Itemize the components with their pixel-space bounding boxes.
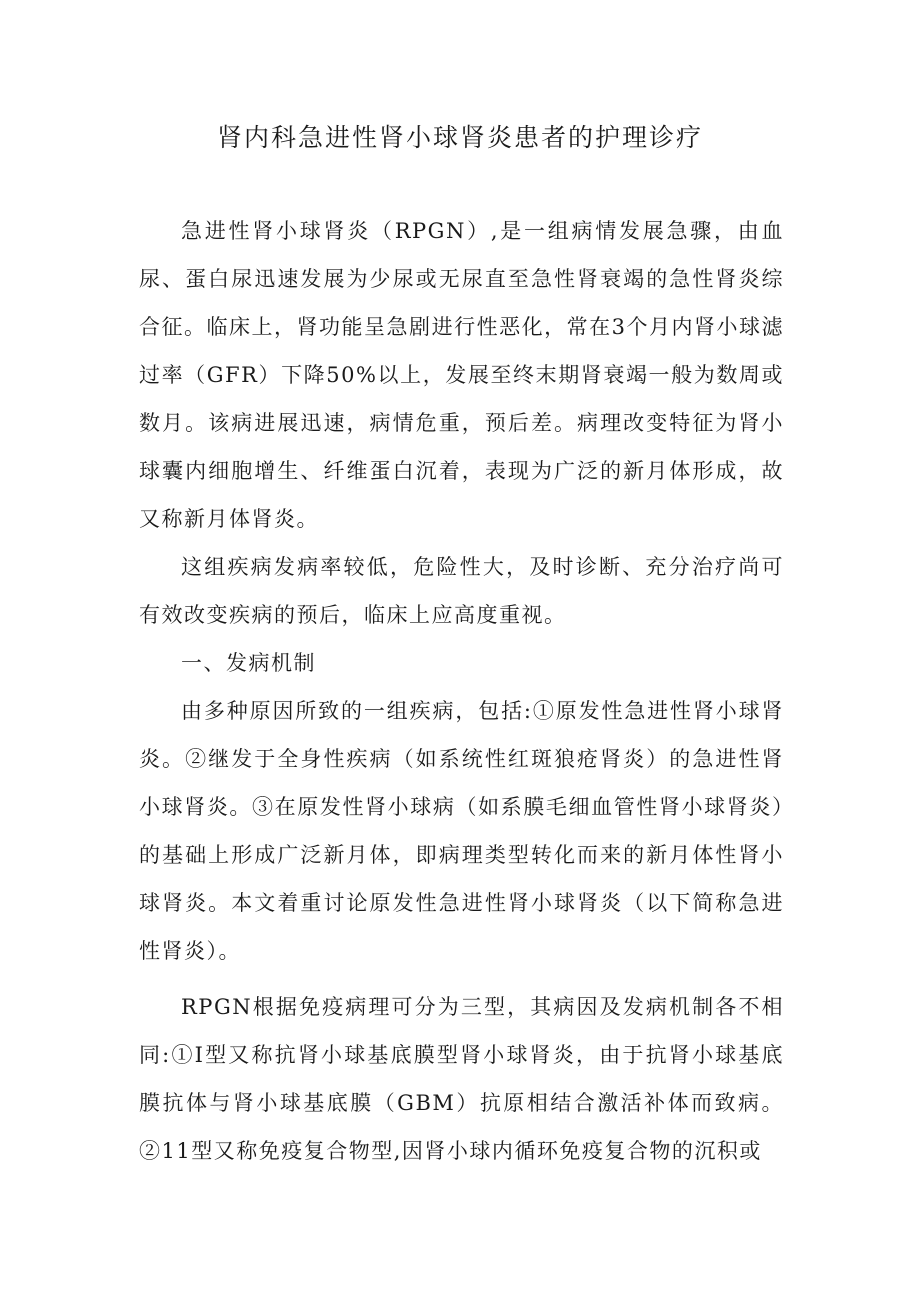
document-title: 肾内科急进性肾小球肾炎患者的护理诊疗 xyxy=(216,123,703,152)
paragraph-importance: 这组疾病发病率较低，危险性大，及时诊断、充分治疗尚可有效改变疾病的预后，临床上应高度重视。 xyxy=(139,555,784,627)
document-body xyxy=(139,207,784,1175)
paragraph-causes: 由多种原因所致的一组疾病，包括:①原发性急进性肾小球肾炎。②继发于全身性疾病（如系统性红斑狼疮肾炎）的急进性肾小球肾炎。③在原发性肾小球病（如系膜毛细血管性肾小球肾炎）的基础上形成广泛新月体，即病理类型转化而来的新月体性肾小球肾炎。本文着重讨论原发性急进性肾小球肾炎（以下简称急进性肾炎）。 xyxy=(139,699,784,963)
paragraph-intro: 急进性肾小球肾炎（RPGN）,是一组病情发展急骤，由血尿、蛋白尿迅速发展为少尿或无尿直至急性肾衰竭的急性肾炎综合征。临床上，肾功能呈急剧进行性恶化，常在3个月内肾小球滤过率（GFR）下降50%以上，发展至终末期肾衰竭一般为数周或数月。该病进展迅速，病情危重，预后差。病理改变特征为肾小球囊内细胞增生、纤维蛋白沉着，表现为广泛的新月体形成，故又称新月体肾炎。 xyxy=(139,219,784,531)
section-heading-pathogenesis: 一、发病机制 xyxy=(181,651,316,675)
paragraph-types: RPGN根据免疫病理可分为三型，其病因及发病机制各不相同:①I型又称抗肾小球基底膜型肾小球肾炎，由于抗肾小球基底膜抗体与肾小球基底膜（GBM）抗原相结合激活补体而致病。②11型又称免疫复合物型,因肾小球内循环免疫复合物的沉积或 xyxy=(139,995,784,1163)
